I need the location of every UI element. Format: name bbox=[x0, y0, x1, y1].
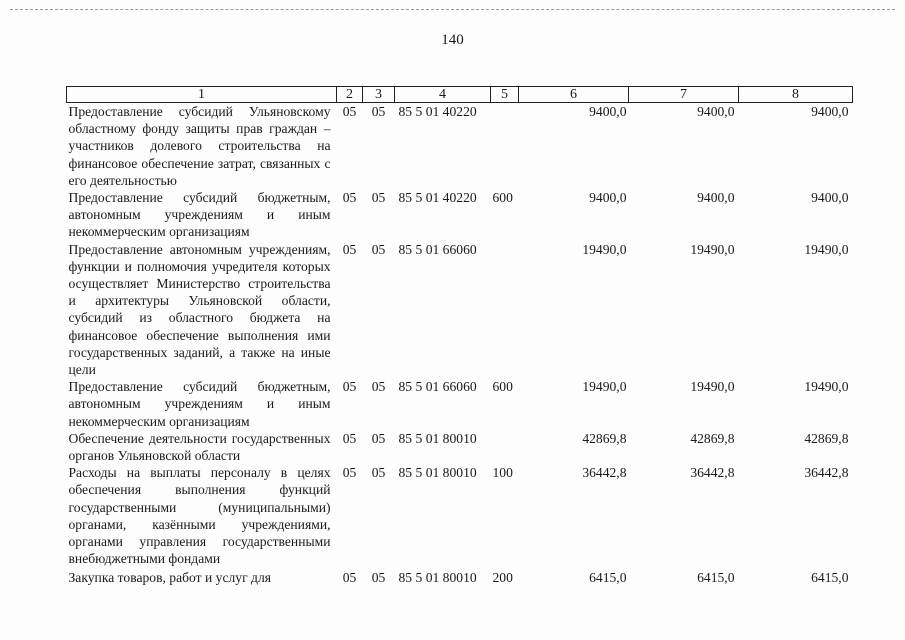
row-subsection: 05 bbox=[371, 379, 386, 395]
row-amount-2: 6415,0 bbox=[697, 570, 735, 586]
column-header-subsection: 3 bbox=[363, 87, 395, 103]
row-expense-type: 600 bbox=[492, 190, 513, 206]
row-section: 05 bbox=[342, 465, 357, 481]
column-header-amount-2: 7 bbox=[629, 87, 739, 103]
row-name: Предоставление субсидий бюджетным, автономным учреждениям и иным некоммерческим организациям bbox=[68, 379, 331, 429]
page-number: 140 bbox=[441, 32, 464, 48]
column-header-section: 2 bbox=[337, 87, 363, 103]
row-section: 05 bbox=[342, 241, 357, 257]
row-name: Расходы на выплаты персоналу в целях обеспечения выполнения функций государственными (муниципальными) органами, казёнными учреждениями, органами управления государственными внебюджетными фондами bbox=[68, 465, 331, 567]
row-target-article: 85 5 01 40220 bbox=[398, 104, 477, 119]
row-amount-3: 36442,8 bbox=[804, 465, 849, 481]
row-amount-2: 9400,0 bbox=[697, 190, 735, 206]
column-header-name: 1 bbox=[67, 87, 337, 103]
row-subsection: 05 bbox=[371, 465, 386, 481]
row-amount-3: 19490,0 bbox=[804, 379, 849, 395]
row-amount-3: 9400,0 bbox=[811, 104, 849, 119]
row-name: Закупка товаров, работ и услуг для bbox=[68, 570, 272, 586]
row-amount-2: 42869,8 bbox=[690, 430, 735, 446]
row-section: 05 bbox=[342, 570, 357, 586]
row-subsection: 05 bbox=[371, 104, 386, 119]
table-row bbox=[67, 103, 853, 190]
row-amount-3: 6415,0 bbox=[811, 570, 849, 586]
row-name: Предоставление субсидий бюджетным, автономным учреждениям и иным некоммерческим организациям bbox=[68, 190, 331, 240]
row-amount-1: 9400,0 bbox=[589, 190, 627, 206]
row-target-article: 85 5 01 66060 bbox=[398, 379, 477, 395]
row-amount-1: 42869,8 bbox=[582, 430, 627, 446]
row-amount-1: 6415,0 bbox=[589, 570, 627, 586]
row-amount-1: 19490,0 bbox=[582, 379, 627, 395]
row-expense-type: 200 bbox=[492, 570, 513, 586]
row-amount-2: 36442,8 bbox=[690, 465, 735, 481]
row-target-article: 85 5 01 66060 bbox=[398, 241, 477, 257]
row-target-article: 85 5 01 80010 bbox=[398, 465, 477, 481]
table-row bbox=[67, 189, 853, 241]
row-name: Обеспечение деятельности государственных органов Ульяновской области bbox=[68, 430, 331, 464]
row-amount-1: 9400,0 bbox=[589, 104, 627, 119]
row-expense-type bbox=[491, 241, 519, 379]
row-target-article: 85 5 01 80010 bbox=[398, 430, 477, 446]
row-name: Предоставление автономным учреждениям, функции и полномочия учредителя которых осуществляет Министерство строительства и архитектуры Ульяновской области, субсидий из областного бюджета на финансовое обеспечение выполнения ими государственных заданий, а также на иные цели bbox=[68, 241, 331, 378]
row-subsection: 05 bbox=[371, 241, 386, 257]
row-amount-3: 9400,0 bbox=[811, 190, 849, 206]
row-name: Предоставление субсидий Ульяновскому областному фонду защиты прав граждан – участников долевого строительства на финансовое обеспечение затрат, связанных с его деятельностью bbox=[68, 104, 331, 188]
table-row bbox=[67, 464, 853, 567]
table-row bbox=[67, 430, 853, 464]
row-expense-type bbox=[491, 103, 519, 190]
row-expense-type: 600 bbox=[492, 379, 513, 395]
column-header-target-article: 4 bbox=[395, 87, 491, 103]
row-amount-3: 19490,0 bbox=[804, 241, 849, 257]
column-header-amount-3: 8 bbox=[739, 87, 853, 103]
row-expense-type bbox=[491, 430, 519, 464]
table-row bbox=[67, 241, 853, 379]
row-section: 05 bbox=[342, 190, 357, 206]
column-header-amount-1: 6 bbox=[519, 87, 629, 103]
row-target-article: 85 5 01 80010 bbox=[398, 570, 477, 586]
row-amount-2: 19490,0 bbox=[690, 379, 735, 395]
table-header-row bbox=[67, 87, 853, 103]
row-subsection: 05 bbox=[371, 570, 386, 586]
budget-table bbox=[66, 86, 853, 587]
row-amount-1: 36442,8 bbox=[582, 465, 627, 481]
row-amount-2: 19490,0 bbox=[690, 241, 735, 257]
row-amount-2: 9400,0 bbox=[697, 104, 735, 119]
column-header-expense-type: 5 bbox=[491, 87, 519, 103]
row-section: 05 bbox=[342, 104, 357, 119]
row-subsection: 05 bbox=[371, 190, 386, 206]
row-amount-3: 42869,8 bbox=[804, 430, 849, 446]
row-expense-type: 100 bbox=[492, 465, 513, 481]
row-amount-1: 19490,0 bbox=[582, 241, 627, 257]
row-section: 05 bbox=[342, 379, 357, 395]
top-edge-rule bbox=[10, 9, 895, 10]
row-subsection: 05 bbox=[371, 430, 386, 446]
row-section: 05 bbox=[342, 430, 357, 446]
table-row bbox=[67, 378, 853, 430]
row-target-article: 85 5 01 40220 bbox=[398, 190, 477, 206]
table-row bbox=[67, 567, 853, 586]
